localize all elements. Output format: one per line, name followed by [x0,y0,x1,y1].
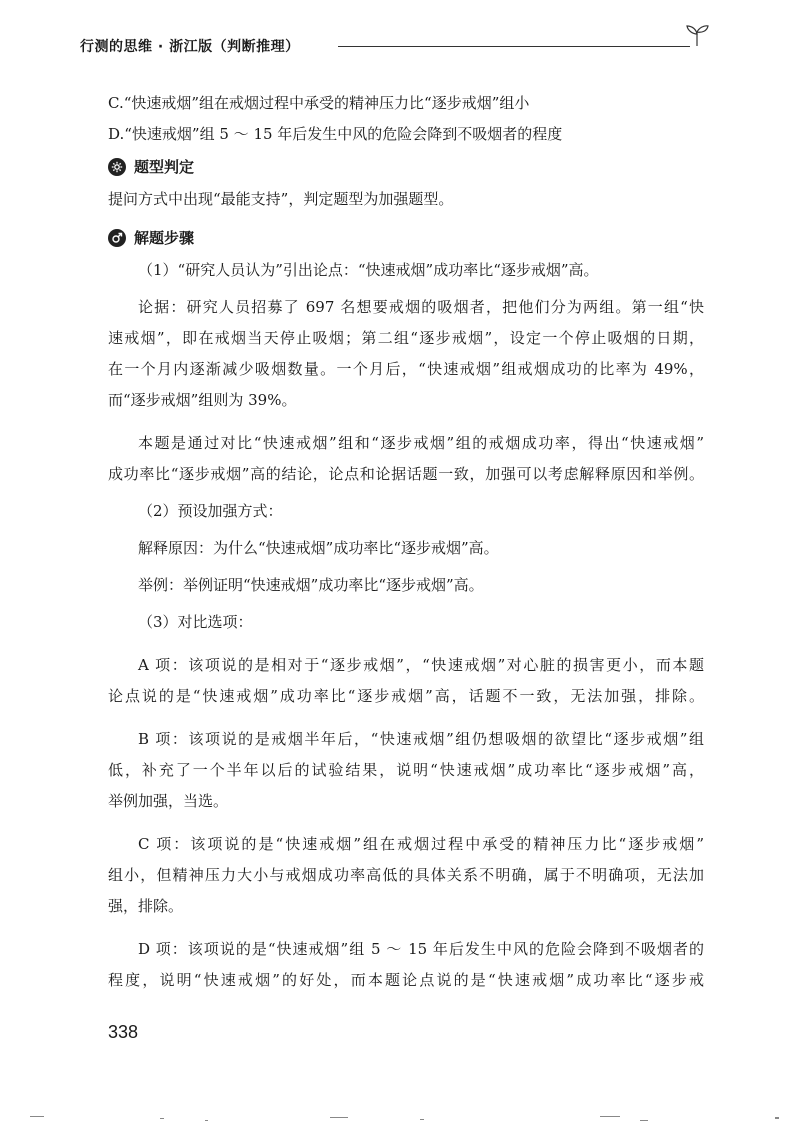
paragraph-line: 举例加强，当选。 [108,792,229,810]
paragraph-line: C 项：该项说的是“快速戒烟”组在戒烟过程中承受的精神压力比“逐步戒烟” [138,835,704,853]
step-2: （2）预设加强方式： [138,502,283,520]
paragraph-line: 本题是通过对比“快速戒烟”组和“逐步戒烟”组的戒烟成功率，得出“快速戒烟” [138,434,704,452]
analysis-paragraph [108,428,704,490]
section-heading-label: 解题步骤 [134,228,195,247]
paragraph-line: 低，补充了一个半年以后的试验结果，说明“快速戒烟”成功率比“逐步戒烟”高， [108,761,704,779]
step-1: （1）“研究人员认为”引出论点：“快速戒烟”成功率比“逐步戒烟”高。 [138,261,599,279]
page-number: 338 [108,1022,139,1042]
paragraph-line: B 项：该项说的是戒烟半年后，“快速戒烟”组仍想吸烟的欲望比“逐步戒烟”组 [138,730,704,748]
option-b-analysis [108,724,704,817]
question-type-text: 提问方式中出现“最能支持”，判定题型为加强题型。 [108,190,454,208]
paragraph-line: 强，排除。 [108,897,184,915]
paragraph-line: 组小，但精神压力大小与戒烟成功率高低的具体关系不明确，属于不明确项，无法加 [108,866,704,884]
scan-noise [0,1108,800,1128]
option-d-line: D.“快速戒烟”组 5 ～ 15 年后发生中风的危险会降到不吸烟者的程度 [108,125,563,143]
option-c-analysis [108,829,704,922]
paragraph-line: 速戒烟”，即在戒烟当天停止吸烟；第二组“逐步戒烟”，设定一个停止吸烟的日期， [108,329,704,347]
sprout-icon [684,22,710,48]
paragraph-line: 在一个月内逐渐减少吸烟数量。一个月后，“快速戒烟”组戒烟成功的比率为 49%， [108,360,704,378]
section-heading-question-type [108,150,704,184]
running-header [80,34,710,58]
section-heading-label: 题型判定 [134,157,195,176]
option-c-line: C.“快速戒烟”组在戒烟过程中承受的精神压力比“逐步戒烟”组小 [108,94,530,112]
paragraph-line: 论据：研究人员招募了 697 名想要戒烟的吸烟者，把他们分为两组。第一组“快 [138,298,704,316]
reason-line: 解释原因：为什么“快速戒烟”成功率比“逐步戒烟”高。 [138,539,499,557]
example-line: 举例：举例证明“快速戒烟”成功率比“逐步戒烟”高。 [138,576,484,594]
gear-icon [108,158,126,176]
paragraph-line: 成功率比“逐步戒烟”高的结论，论点和论据话题一致，加强可以考虑解释原因和举例。 [108,465,704,483]
step-3: （3）对比选项： [138,613,253,631]
paragraph-line: 而“逐步戒烟”组则为 39%。 [108,391,297,409]
evidence-paragraph [108,292,704,416]
header-title: 行测的思维 · 浙江版（判断推理） [80,39,300,55]
male-symbol-icon [108,229,126,247]
option-a-analysis [108,650,704,712]
paragraph-line: D 项：该项说的是“快速戒烟”组 5 ～ 15 年后发生中风的危险会降到不吸烟者的 [138,940,704,958]
page-content [108,88,704,996]
paragraph-line: A 项：该项说的是相对于“逐步戒烟”，“快速戒烟”对心脏的损害更小，而本题 [138,656,704,674]
header-rule [338,46,690,47]
option-d-analysis [108,934,704,996]
paragraph-line: 程度，说明“快速戒烟”的好处，而本题论点说的是“快速戒烟”成功率比“逐步戒 [108,971,704,989]
section-heading-solution [108,221,704,255]
paragraph-line: 论点说的是“快速戒烟”成功率比“逐步戒烟”高，话题不一致，无法加强，排除。 [108,687,704,705]
